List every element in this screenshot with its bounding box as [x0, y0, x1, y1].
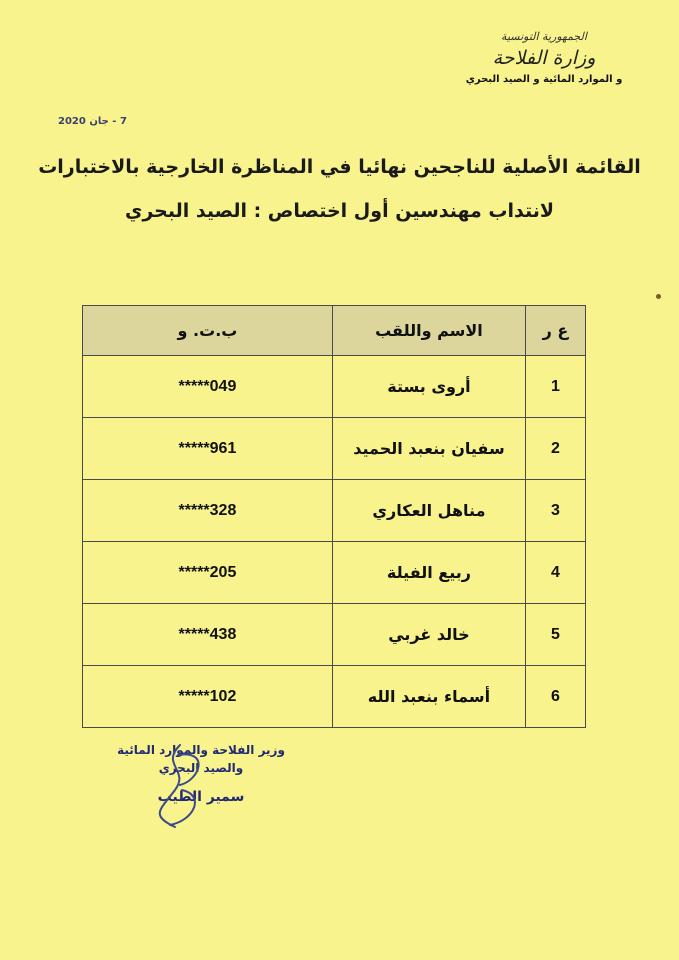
header-name: الاسم واللقب — [332, 306, 525, 356]
paper-speck — [656, 294, 661, 299]
row-num: 6 — [526, 666, 586, 728]
ministry-name: وزارة الفلاحة — [492, 47, 596, 69]
row-id: *****049 — [83, 356, 333, 418]
signatory-name: سمير الطيب — [157, 789, 245, 805]
row-name: أروى بستة — [332, 356, 525, 418]
row-name: سفيان بنعبد الحميد — [332, 418, 525, 480]
row-id: *****205 — [83, 542, 333, 604]
document-title: القائمة الأصلية للناجحين نهائيا في المناظرة الخارجية بالاختبارات — [38, 156, 641, 178]
table-header-row — [83, 306, 586, 356]
row-num: 5 — [526, 604, 586, 666]
table-row — [83, 604, 586, 666]
table-row — [83, 356, 586, 418]
row-num: 4 — [526, 542, 586, 604]
letterhead — [459, 30, 629, 85]
table-row — [83, 480, 586, 542]
row-id: *****961 — [83, 418, 333, 480]
row-id: *****438 — [83, 604, 333, 666]
row-num: 3 — [526, 480, 586, 542]
row-num: 1 — [526, 356, 586, 418]
document-subtitle: لانتداب مهندسين أول اختصاص : الصيد البحري — [124, 200, 555, 222]
row-name: أسماء بنعبد الله — [332, 666, 525, 728]
row-name: مناهل العكاري — [332, 480, 525, 542]
header-num: ع ر — [526, 306, 586, 356]
results-table — [82, 305, 586, 728]
date-stamp: 7 - جان 2020 — [58, 116, 127, 127]
row-id: *****328 — [83, 480, 333, 542]
handwritten-signature — [120, 735, 250, 835]
signature-title-line2: والصيد البحري — [158, 761, 244, 775]
header-id: ب.ت. و — [83, 306, 333, 356]
row-num: 2 — [526, 418, 586, 480]
table-row — [83, 418, 586, 480]
signature-title-line1: وزير الفلاحة والموارد المائية — [117, 743, 285, 757]
ministry-subtitle: و الموارد المائية و الصيد البحري — [465, 74, 623, 85]
table-row — [83, 666, 586, 728]
row-name: خالد غربي — [332, 604, 525, 666]
republic-label: الجمهورية التونسية — [501, 30, 587, 43]
row-name: ربيع الفيلة — [332, 542, 525, 604]
table-row — [83, 542, 586, 604]
row-id: *****102 — [83, 666, 333, 728]
